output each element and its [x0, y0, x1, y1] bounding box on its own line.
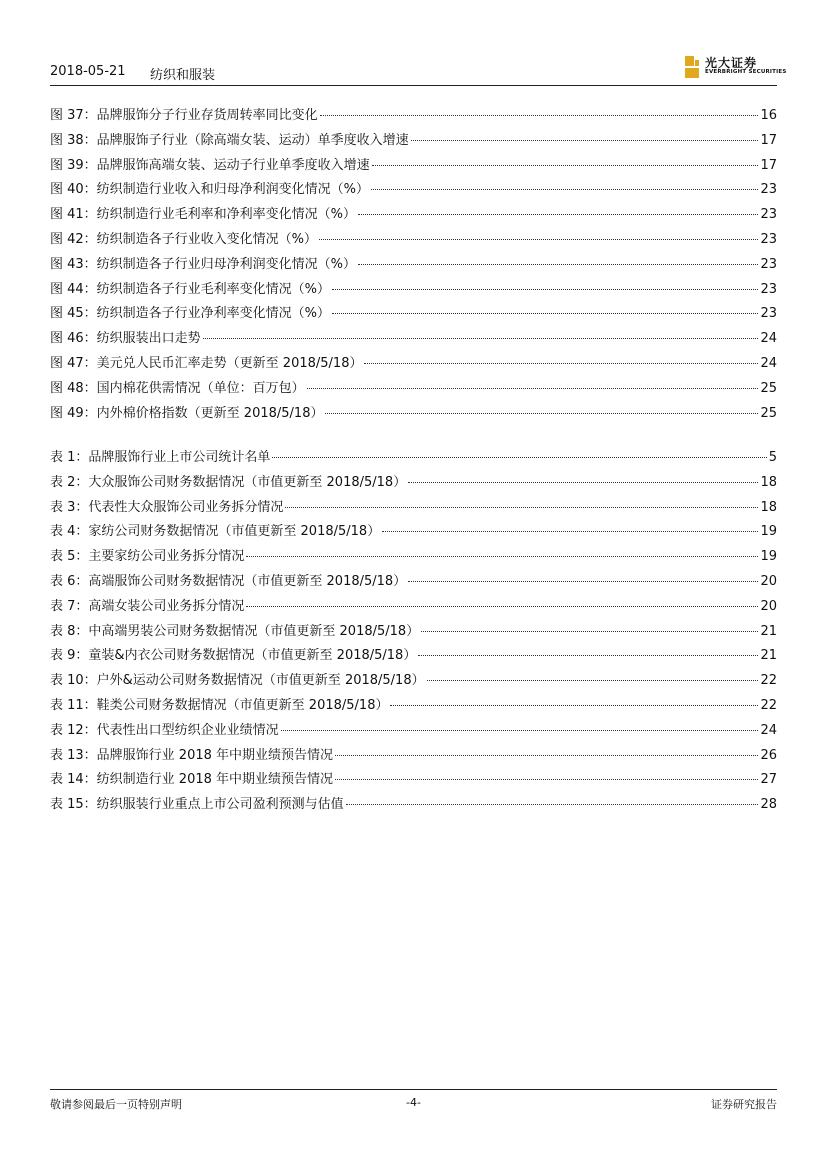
- toc-entry[interactable]: [50, 253, 777, 278]
- toc-entry-page: 25: [760, 405, 777, 421]
- toc-entry-label: 图 48：国内棉花供需情况（单位：百万包）: [50, 380, 305, 396]
- toc-entry[interactable]: [50, 471, 777, 496]
- dot-leader: [325, 413, 758, 414]
- logo-english-name: EVERBRIGHT SECURITIES: [705, 69, 787, 75]
- toc-entry-page: 23: [760, 207, 777, 223]
- toc-entry-label: 表 11：鞋类公司财务数据情况（市值更新至 2018/5/18）: [50, 697, 389, 713]
- table-list: [50, 446, 777, 818]
- toc-entry-label: 表 14：纺织制造行业 2018 年中期业绩预告情况: [50, 772, 334, 788]
- toc-entry-label: 表 15：纺织服装行业重点上市公司盈利预测与估值: [50, 797, 344, 813]
- toc-entry-label: 图 38：品牌服饰子行业（除高端女装、运动）单季度收入增速: [50, 132, 409, 148]
- toc-entry-label: 图 42：纺织制造各子行业收入变化情况（%）: [50, 231, 318, 247]
- dot-leader: [382, 531, 758, 532]
- toc-entry[interactable]: [50, 620, 777, 645]
- dot-leader: [332, 313, 758, 314]
- dot-leader: [358, 264, 758, 265]
- toc-entry-label: 图 39：品牌服饰高端女装、运动子行业单季度收入增速: [50, 157, 370, 173]
- disclaimer-note: 敬请参阅最后一页特别声明: [50, 1098, 182, 1111]
- page-number: -4-: [406, 1096, 421, 1109]
- dot-leader: [418, 655, 758, 656]
- toc-entry-page: 25: [760, 380, 777, 396]
- toc-entry[interactable]: [50, 104, 777, 129]
- dot-leader: [335, 755, 758, 756]
- toc-entry-page: 16: [760, 108, 777, 123]
- toc-entry[interactable]: [50, 278, 777, 303]
- toc-entry-label: 图 47：美元兑人民币汇率走势（更新至 2018/5/18）: [50, 355, 363, 371]
- dot-leader: [281, 730, 759, 731]
- toc-entry-page: 17: [760, 157, 777, 173]
- dot-leader: [319, 239, 758, 240]
- toc-entry-page: 22: [760, 673, 777, 689]
- dot-leader: [364, 363, 758, 364]
- toc-entry-page: 23: [760, 182, 777, 198]
- dot-leader: [390, 705, 758, 706]
- toc-entry-page: 17: [760, 132, 777, 148]
- dot-leader: [272, 457, 766, 458]
- toc-entry[interactable]: [50, 595, 777, 620]
- dot-leader: [408, 482, 758, 483]
- page-footer: [50, 1096, 777, 1114]
- toc-entry[interactable]: [50, 669, 777, 694]
- toc-entry[interactable]: [50, 446, 777, 471]
- toc-entry-page: 27: [760, 772, 777, 788]
- toc-entry[interactable]: [50, 719, 777, 744]
- toc-entry-label: 表 5：主要家纺公司业务拆分情况: [50, 549, 245, 565]
- dot-leader: [421, 631, 758, 632]
- dot-leader: [320, 115, 759, 116]
- toc-entry-label: 图 41：纺织制造行业毛利率和净利率变化情况（%）: [50, 207, 357, 223]
- toc-entry-page: 18: [760, 474, 777, 490]
- toc-entry-page: 23: [760, 231, 777, 247]
- toc-entry[interactable]: [50, 545, 777, 570]
- toc-entry-page: 18: [760, 499, 777, 515]
- toc-entry[interactable]: [50, 178, 777, 203]
- toc-entry-label: 图 45：纺织制造各子行业净利率变化情况（%）: [50, 306, 331, 322]
- toc-entry-page: 22: [760, 697, 777, 713]
- toc-entry-label: 图 46：纺织服装出口走势: [50, 331, 201, 347]
- dot-leader: [427, 680, 759, 681]
- toc-entry[interactable]: [50, 793, 777, 818]
- toc-entry[interactable]: [50, 302, 777, 327]
- dot-leader: [332, 289, 758, 290]
- everbright-logo-icon: [685, 56, 699, 78]
- toc-entry-page: 20: [760, 598, 777, 614]
- toc-entry-page: 23: [760, 256, 777, 272]
- toc-entry-label: 表 6：高端服饰公司财务数据情况（市值更新至 2018/5/18）: [50, 573, 407, 589]
- toc-entry-page: 28: [760, 797, 777, 813]
- toc-entry[interactable]: [50, 694, 777, 719]
- toc-entry-label: 表 7：高端女装公司业务拆分情况: [50, 598, 245, 614]
- toc-entry-label: 表 12：代表性出口型纺织企业业绩情况: [50, 722, 279, 738]
- toc-entry-page: 23: [760, 306, 777, 322]
- company-logo: [685, 54, 787, 80]
- dot-leader: [246, 606, 758, 607]
- toc-entry-label: 图 43：纺织制造各子行业归母净利润变化情况（%）: [50, 256, 357, 272]
- dot-leader: [408, 581, 758, 582]
- toc-entry-label: 表 1：品牌服饰行业上市公司统计名单: [50, 450, 271, 465]
- dot-leader: [335, 779, 758, 780]
- toc-entry-label: 图 40：纺织制造行业收入和归母净利润变化情况（%）: [50, 182, 370, 198]
- toc-entry-page: 26: [760, 747, 777, 763]
- report-section: 纺织和服装: [150, 68, 216, 83]
- dot-leader: [203, 338, 759, 339]
- toc-entry-label: 表 4：家纺公司财务数据情况（市值更新至 2018/5/18）: [50, 524, 381, 540]
- toc-entry-label: 图 49：内外棉价格指数（更新至 2018/5/18）: [50, 405, 324, 421]
- figure-list: [50, 104, 777, 426]
- toc-entry-page: 5: [768, 450, 777, 465]
- toc-entry-page: 24: [760, 722, 777, 738]
- toc-entry[interactable]: [50, 377, 777, 402]
- header-divider: [50, 85, 777, 86]
- dot-leader: [307, 388, 759, 389]
- page-header: [50, 54, 787, 84]
- toc-entry-page: 21: [760, 623, 777, 639]
- toc-entry[interactable]: [50, 129, 777, 154]
- toc-entry[interactable]: [50, 520, 777, 545]
- report-type: 证券研究报告: [711, 1098, 777, 1111]
- dot-leader: [358, 214, 758, 215]
- toc-entry[interactable]: [50, 203, 777, 228]
- toc-entry[interactable]: [50, 402, 777, 427]
- toc-entry[interactable]: [50, 228, 777, 253]
- toc-entry[interactable]: [50, 327, 777, 352]
- toc-entry-page: 24: [760, 331, 777, 347]
- toc-entry-label: 图 44：纺织制造各子行业毛利率变化情况（%）: [50, 281, 331, 297]
- toc-entry-page: 19: [760, 524, 777, 540]
- dot-leader: [371, 189, 758, 190]
- toc-entry[interactable]: [50, 744, 777, 769]
- toc-entry-page: 20: [760, 573, 777, 589]
- toc-entry-label: 表 9：童装&内衣公司财务数据情况（市值更新至 2018/5/18）: [50, 648, 417, 664]
- toc-entry[interactable]: [50, 352, 777, 377]
- toc-entry[interactable]: [50, 154, 777, 179]
- toc-entry-label: 图 37：品牌服饰分子行业存货周转率同比变化: [50, 108, 318, 123]
- footer-divider: [50, 1089, 777, 1090]
- dot-leader: [372, 165, 759, 166]
- toc-entry-page: 23: [760, 281, 777, 297]
- toc-entry-page: 19: [760, 549, 777, 565]
- toc-entry-label: 表 8：中高端男装公司财务数据情况（市值更新至 2018/5/18）: [50, 623, 420, 639]
- dot-leader: [411, 140, 759, 141]
- toc-entry-page: 21: [760, 648, 777, 664]
- dot-leader: [346, 804, 759, 805]
- toc-entry[interactable]: [50, 496, 777, 521]
- toc-entry-label: 表 3：代表性大众服饰公司业务拆分情况: [50, 499, 284, 515]
- toc-entry-page: 24: [760, 355, 777, 371]
- dot-leader: [285, 507, 758, 508]
- toc-entry-label: 表 13：品牌服饰行业 2018 年中期业绩预告情况: [50, 747, 334, 763]
- toc-entry[interactable]: [50, 768, 777, 793]
- toc-entry[interactable]: [50, 570, 777, 595]
- dot-leader: [246, 556, 758, 557]
- report-date: 2018-05-21: [50, 64, 126, 79]
- logo-chinese-name: 光大证券: [705, 56, 758, 70]
- toc-entry-label: 表 10：户外&运动公司财务数据情况（市值更新至 2018/5/18）: [50, 673, 425, 689]
- toc-entry-label: 表 2：大众服饰公司财务数据情况（市值更新至 2018/5/18）: [50, 474, 407, 490]
- toc-entry[interactable]: [50, 644, 777, 669]
